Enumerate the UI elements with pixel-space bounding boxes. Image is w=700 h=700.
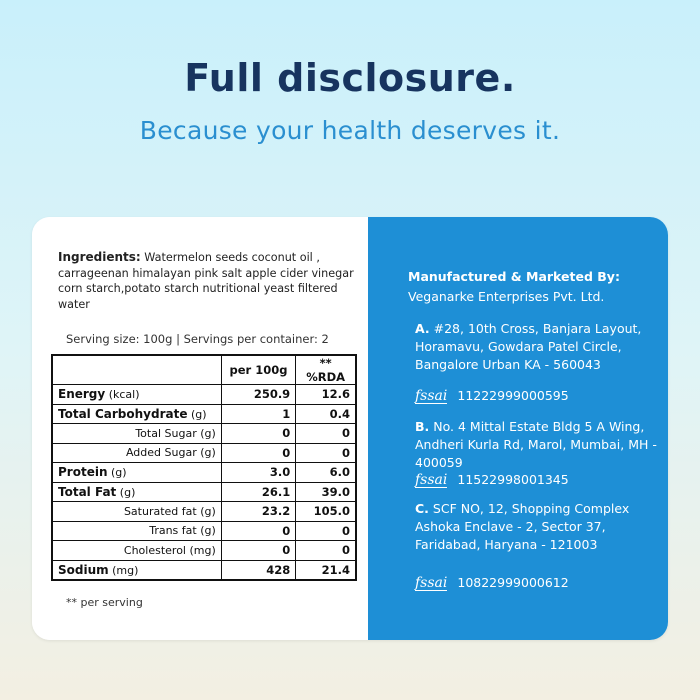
address-letter: B. xyxy=(415,419,430,434)
footnote: ** per serving xyxy=(66,596,143,609)
nutrition-panel xyxy=(32,217,368,640)
nutrient-name: Energy xyxy=(58,387,106,402)
rda-header: ** %RDA xyxy=(296,355,356,385)
fssai-logo-icon: fssai xyxy=(415,472,448,488)
nutrient-name: Total Carbohydrate xyxy=(58,406,188,421)
nutrition-row-cholesterol xyxy=(52,541,356,561)
license-a xyxy=(415,388,569,408)
nutrient-rda: 21.4 xyxy=(296,560,356,580)
nutrient-unit: (mg) xyxy=(108,563,139,577)
nutrient-name: Sodium xyxy=(58,562,109,577)
nutrition-table xyxy=(51,354,357,581)
per-100g-header: per 100g xyxy=(221,355,295,385)
nutrient-per100: 1 xyxy=(221,404,295,424)
nutrient-per100: 3.0 xyxy=(221,463,295,483)
nutrient-per100: 250.9 xyxy=(221,385,295,405)
nutrient-rda: 12.6 xyxy=(296,385,356,405)
address-letter: C. xyxy=(415,501,429,516)
nutrition-row-protein xyxy=(52,463,356,483)
nutrient-rda: 0 xyxy=(296,424,356,444)
nutrition-row-energy xyxy=(52,385,356,405)
nutrient-rda: 39.0 xyxy=(296,482,356,502)
fssai-logo-icon: fssai xyxy=(415,388,448,404)
nutrition-row-total-sugar xyxy=(52,424,356,444)
nutrition-header-blank xyxy=(52,355,221,385)
nutrient-unit: (g) xyxy=(187,407,207,421)
nutrition-row-sodium xyxy=(52,560,356,580)
license-number: 11222999000595 xyxy=(457,388,569,403)
nutrition-row-added-sugar xyxy=(52,443,356,463)
nutrient-unit: (g) xyxy=(116,485,136,499)
license-number: 11522998001345 xyxy=(457,472,569,487)
nutrient-per100: 23.2 xyxy=(221,502,295,522)
ingredients-text xyxy=(58,250,363,312)
address-a xyxy=(415,320,665,374)
fssai-logo-icon: fssai xyxy=(415,575,448,591)
nutrient-per100: 0 xyxy=(221,521,295,541)
address-text: No. 4 Mittal Estate Bldg 5 A Wing, Andheri Kurla Rd, Marol, Mumbai, MH - 400059 xyxy=(415,419,657,470)
nutrient-per100: 0 xyxy=(221,541,295,561)
nutrient-per100: 428 xyxy=(221,560,295,580)
ingredients-list: Watermelon seeds coconut oil , carrageenan himalayan pink salt apple cider vinegar corn starch,potato starch nutritional yeast filtered water xyxy=(58,251,354,311)
nutrition-row-trans-fat xyxy=(52,521,356,541)
nutrient-rda: 105.0 xyxy=(296,502,356,522)
address-text: #28, 10th Cross, Banjara Layout, Horamavu, Gowdara Patel Circle, Bangalore Urban KA - 560043 xyxy=(415,321,642,372)
manufacturer-title: Manufactured & Marketed By: xyxy=(408,269,620,284)
nutrient-name: Added Sugar (g) xyxy=(52,443,221,463)
nutrient-name: Total Fat xyxy=(58,484,117,499)
serving-info: Serving size: 100g | Servings per container: 2 xyxy=(66,332,329,346)
nutrient-rda: 0 xyxy=(296,541,356,561)
nutrient-name: Cholesterol (mg) xyxy=(52,541,221,561)
nutrition-row-saturated-fat xyxy=(52,502,356,522)
license-c xyxy=(415,575,569,595)
nutrient-per100: 0 xyxy=(221,443,295,463)
nutrient-name: Total Sugar (g) xyxy=(52,424,221,444)
nutrient-rda: 0.4 xyxy=(296,404,356,424)
address-c xyxy=(415,500,665,554)
manufacturer-name: Veganarke Enterprises Pvt. Ltd. xyxy=(408,289,605,304)
nutrient-rda: 0 xyxy=(296,521,356,541)
info-card xyxy=(32,217,668,640)
nutrition-row-total-fat xyxy=(52,482,356,502)
nutrient-per100: 0 xyxy=(221,424,295,444)
nutrient-unit: (g) xyxy=(107,466,127,480)
license-b xyxy=(415,472,569,492)
address-letter: A. xyxy=(415,321,430,336)
license-number: 10822999000612 xyxy=(457,575,569,590)
nutrient-per100: 26.1 xyxy=(221,482,295,502)
address-text: SCF NO, 12, Shopping Complex Ashoka Enclave - 2, Sector 37, Faridabad, Haryana - 121003 xyxy=(415,501,630,552)
subheadline: Because your health deserves it. xyxy=(139,116,561,145)
nutrient-name: Protein xyxy=(58,465,108,480)
address-b xyxy=(415,418,665,472)
nutrient-rda: 6.0 xyxy=(296,463,356,483)
nutrient-unit: (kcal) xyxy=(105,388,140,402)
headline: Full disclosure. xyxy=(184,56,516,100)
ingredients-label: Ingredients: xyxy=(58,250,141,264)
nutrient-rda: 0 xyxy=(296,443,356,463)
nutrition-header-row xyxy=(52,355,356,385)
manufacturer-panel xyxy=(368,217,668,640)
nutrient-name: Trans fat (g) xyxy=(52,521,221,541)
nutrient-name: Saturated fat (g) xyxy=(52,502,221,522)
nutrition-row-carbohydrate xyxy=(52,404,356,424)
